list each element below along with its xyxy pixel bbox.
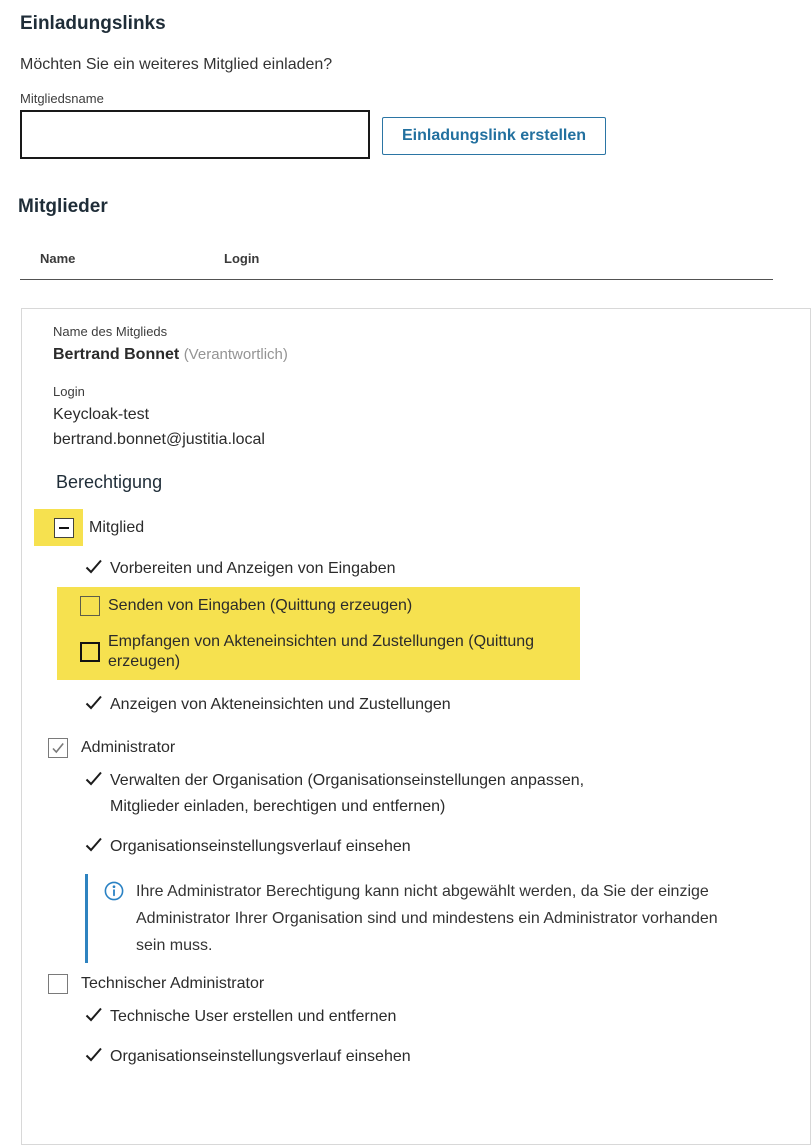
gray-check-icon: [51, 741, 65, 755]
checkbox-senden[interactable]: [80, 596, 100, 616]
invite-links-title: Einladungslinks: [20, 13, 166, 34]
member-name-value: [53, 342, 810, 367]
member-name-input[interactable]: [20, 110, 370, 159]
permission-label: Organisationseinstellungsverlauf einsehen: [110, 838, 411, 855]
permission-item: [84, 768, 810, 820]
permission-item: [84, 556, 810, 582]
permission-label: Technische User erstellen und entfernen: [110, 1008, 397, 1025]
column-header-login: Login: [224, 251, 260, 266]
role-row-technischer-administrator: [48, 974, 810, 994]
permission-item: [80, 632, 580, 672]
admin-info-callout: [85, 874, 810, 963]
column-header-name: Name: [40, 251, 76, 266]
login-field-label: Login: [53, 384, 85, 399]
member-card: [21, 308, 811, 1145]
checkbox-administrator[interactable]: [48, 738, 68, 758]
role-row-mitglied: [22, 509, 810, 546]
permission-group: [22, 692, 810, 718]
permission-item: [80, 596, 580, 616]
create-invite-link-button[interactable]: Einladungslink erstellen: [382, 117, 606, 155]
info-icon: [104, 881, 124, 901]
members-title: Mitglieder: [18, 196, 108, 217]
permissions-title: Berechtigung: [56, 472, 163, 492]
permission-label: Anzeigen von Akteneinsichten und Zustellungen: [110, 696, 451, 713]
permission-label: Vorbereiten und Anzeigen von Eingaben: [110, 560, 396, 577]
checkbox-mitglied[interactable]: [54, 518, 74, 538]
role-label-technischer-administrator: Technischer Administrator: [81, 975, 265, 992]
permission-label: Senden von Eingaben (Quittung erzeugen): [108, 597, 413, 614]
info-accent-bar: [85, 874, 88, 963]
check-icon: [84, 557, 103, 576]
member-name: Bertrand Bonnet: [53, 346, 180, 363]
check-icon: [84, 835, 103, 854]
role-label-administrator: Administrator: [81, 739, 176, 756]
admin-info-text: Ihre Administrator Berechtigung kann nicht abgewählt werden, da Sie der einzige Administrator Ihrer Organisation sind und mindestens ein Administrator vorhanden sein muss.: [136, 883, 718, 954]
checkbox-empfangen[interactable]: [80, 642, 100, 662]
member-name-label: Mitgliedsname: [20, 91, 104, 106]
indeterminate-minus-icon: [59, 527, 69, 529]
invite-question-text: Möchten Sie ein weiteres Mitglied einladen?: [20, 56, 333, 73]
permission-item: [84, 1044, 810, 1070]
permission-label: Organisationseinstellungsverlauf einsehen: [110, 1048, 411, 1065]
check-icon: [84, 1005, 103, 1024]
permission-label: Empfangen von Akteneinsichten und Zustellungen (Quittung erzeugen): [108, 633, 535, 670]
check-icon: [84, 693, 103, 712]
table-header-divider: [20, 279, 773, 280]
invite-form-row: [20, 110, 773, 159]
check-icon: [84, 769, 103, 788]
permission-label: Verwalten der Organisation (Organisationseinstellungen anpassen, Mitglieder einladen, berechtigen und entfernen): [110, 772, 585, 815]
highlight-block-permissions: [57, 587, 580, 680]
members-table-header: [40, 251, 773, 266]
check-icon: [84, 1045, 103, 1064]
permission-item: [84, 1004, 810, 1030]
login-username: Keycloak-test: [53, 406, 150, 423]
role-label-mitglied: Mitglied: [89, 518, 145, 536]
role-row-administrator: [48, 738, 810, 758]
member-role-note: (Verantwortlich): [183, 346, 288, 363]
member-name-field-label: Name des Mitglieds: [53, 324, 168, 339]
permission-item: [84, 692, 810, 718]
highlight-chip-mitglied: [34, 509, 83, 546]
permission-item: [84, 834, 810, 860]
login-email: bertrand.bonnet@justitia.local: [53, 431, 265, 448]
checkbox-technischer-administrator[interactable]: [48, 974, 68, 994]
